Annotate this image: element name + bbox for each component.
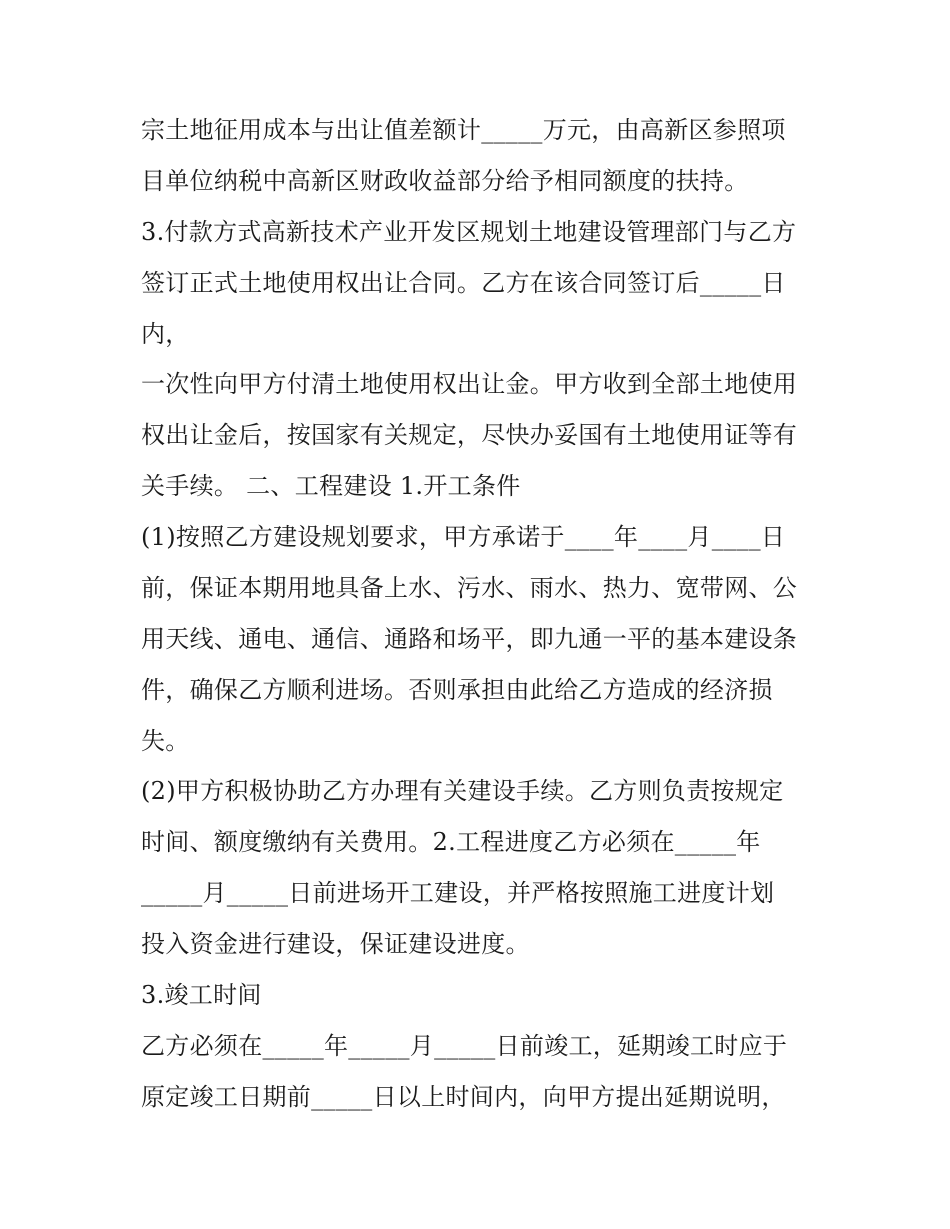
text-line: 原定竣工日期前_____日以上时间内，向甲方提出延期说明， [141, 1083, 786, 1111]
text-line: 乙方必须在_____年_____月_____日前竣工，延期竣工时应于 [141, 1032, 788, 1060]
text-line: 失。 [141, 727, 190, 755]
text-line: 签订正式土地使用权出让合同。乙方在该合同签订后_____日 [141, 269, 786, 297]
text-line: 一次性向甲方付清土地使用权出让金。甲方收到全部土地使用 [141, 370, 798, 398]
text-line: 关手续。 二、工程建设 1.开工条件 [141, 472, 521, 500]
text-line: 3.竣工时间 [141, 981, 262, 1009]
text-line: 时间、额度缴纳有关费用。2.工程进度乙方必须在_____年 [141, 828, 761, 856]
text-line: 前，保证本期用地具备上水、污水、雨水、热力、宽带网、公 [141, 574, 798, 602]
text-line: 权出让金后，按国家有关规定，尽快办妥国有土地使用证等有 [141, 421, 798, 449]
text-line: 3.付款方式高新技术产业开发区规划土地建设管理部门与乙方 [141, 218, 797, 246]
text-line: _____月_____日前进场开工建设，并严格按照施工进度计划 [141, 879, 775, 907]
text-line: 目单位纳税中高新区财政收益部分给予相同额度的扶持。 [141, 167, 749, 195]
text-line: 内， [141, 320, 190, 348]
text-line: 用天线、通电、通信、通路和场平，即九通一平的基本建设条 [141, 625, 798, 653]
text-line: 宗土地征用成本与出让值差额计_____万元，由高新区参照项 [141, 116, 786, 144]
text-line: (2)甲方积极协助乙方办理有关建设手续。乙方则负责按规定 [141, 777, 784, 805]
text-line: (1)按照乙方建设规划要求，甲方承诺于____年____月____日 [141, 523, 786, 551]
text-line: 件，确保乙方顺利进场。否则承担由此给乙方造成的经济损 [141, 676, 773, 704]
text-line: 投入资金进行建设，保证建设进度。 [141, 930, 530, 958]
